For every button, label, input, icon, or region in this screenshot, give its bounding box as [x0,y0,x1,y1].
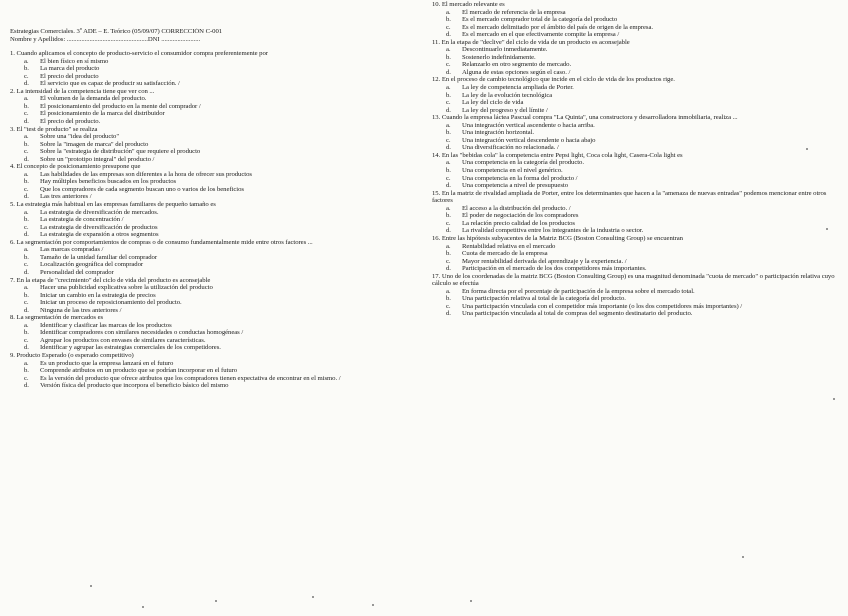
option-text: Sobre una "idea del producto" [40,133,120,141]
question [10,126,420,164]
answer-option [10,110,420,118]
option-text: Agrupar los productos con envases de similares características. [40,336,206,344]
answer-option [432,288,836,296]
option-letter: a. [446,8,451,16]
answer-option [10,307,420,315]
option-text: Iniciar un cambio en la estrategia de precios [40,291,156,299]
scan-speck [312,596,314,598]
option-text: Rentabilidad relativa en el mercado [462,242,556,250]
option-letter: d. [24,80,29,88]
scan-speck [833,398,835,400]
answer-option [432,54,836,62]
option-letter: a. [446,242,451,250]
answer-option [10,382,420,390]
option-text: Identificar y agrupar las estrategias comerciales de los competidores. [40,344,221,352]
option-letter: d. [24,268,29,276]
option-letter: d. [446,182,451,190]
option-text: Es el mercado en el que efectivamente compite la empresa / [462,31,620,39]
option-letter: b. [24,178,29,186]
question [10,239,420,277]
option-text: Sobre la "estrategia de distribución" que requiere el producto [40,148,201,156]
option-letter: d. [24,231,29,239]
answer-option [10,284,420,292]
answer-option [10,360,420,368]
option-letter: b. [24,140,29,148]
option-letter: a. [446,84,451,92]
option-text: Comprende atributos en un producto que se podrían incorporar en el futuro [40,367,238,375]
option-text: Las marcas compradas / [40,246,104,254]
option-letter: d. [446,68,451,76]
option-letter: d. [24,344,29,352]
option-text: Una integración vertical descendente o hacia abajo [462,136,596,144]
option-letter: c. [446,174,451,182]
question [10,163,420,201]
option-text: La estrategia de expansión a otros segmentos [40,231,159,239]
answer-option [10,292,420,300]
option-text: La ley del ciclo de vida [462,99,524,107]
option-letter: a. [24,284,29,292]
option-letter: c. [446,136,451,144]
question [432,273,836,318]
answer-option [10,73,420,81]
answer-option [432,205,836,213]
option-text: La estrategia de concentración / [40,216,124,224]
question-stem: 17. Uno de los coordenadas de la matriz BCG (Boston Consulting Group) es una magnitud denominada "cuota de mercado" o participación relativa cuyo cálculo se efectúa [432,272,835,288]
answer-option [432,69,836,77]
option-text: Una competencia en el nivel genérico. [462,167,563,175]
question-stem: 16. Entre las hipótesis subyacentes de la Matriz BCG (Boston Consulting Group) se encuentran [432,234,683,242]
option-letter: c. [24,336,29,344]
answer-option [10,209,420,217]
answer-option [10,322,420,330]
option-letter: b. [24,291,29,299]
option-letter: b. [446,129,451,137]
option-text: Las habilidades de las empresas son diferentes a la hora de ofrecer sus productos [40,170,252,178]
option-letter: d. [24,306,29,314]
answer-option [10,216,420,224]
question-stem: 3. El "test de producto" se realiza [10,125,98,133]
option-text: La ley de competencia ampliada de Porter. [462,84,574,92]
option-letter: d. [24,155,29,163]
answer-option [10,178,420,186]
option-letter: b. [24,329,29,337]
option-letter: c. [24,185,29,193]
option-letter: d. [446,227,451,235]
option-text: Sobre la "imagen de marca" del producto [40,140,149,148]
option-letter: b. [446,16,451,24]
option-text: La estrategia de diversificación de productos [40,223,158,231]
question [432,76,836,114]
option-text: Sostenerlo indefinidamente. [462,53,536,61]
option-text: La marca del producto [40,65,100,73]
option-text: El bien físico en sí mismo [40,57,109,65]
option-text: Una diversificación no relacionada. / [462,144,559,152]
question-stem: 6. La segmentación por comportamientos de compras o de consumo fundamentalmente mide entre otros factores ... [10,238,313,246]
answer-option [432,250,836,258]
option-text: El acceso a la distribución del producto. / [462,204,571,212]
option-letter: c. [24,374,29,382]
option-text: Una competencia en la forma del producto / [462,174,578,182]
answer-option [10,299,420,307]
question-stem: 10. El mercado relevante es [432,1,505,8]
option-text: El precio del producto. [40,118,101,126]
option-text: Relanzarlo en otro segmento de mercado. [462,61,572,69]
option-text: Participación en el mercado de los dos competidores más importantes. [462,265,647,273]
option-letter: a. [24,359,29,367]
answer-option [432,84,836,92]
option-text: Hacer una publicidad explicativa sobre la utilización del producto [40,284,213,292]
question-stem: 13. Cuando la empresa láctea Pascual compra "La Quinta", una constructora y desarrolladora inmobiliaria, realiza ... [432,114,738,122]
answer-option [432,122,836,130]
option-letter: a. [446,204,451,212]
option-letter: d. [446,144,451,152]
option-text: Que los compradores de cada segmento buscan uno o varios de los beneficios [40,185,244,193]
answer-option [432,243,836,251]
option-letter: a. [24,208,29,216]
answer-option [432,167,836,175]
answer-option [10,80,420,88]
option-letter: b. [24,65,29,73]
question-stem: 8. La segmentación de mercados es [10,314,104,322]
question [432,39,836,77]
question-stem: 14. En las "bebidas cola" la competencia entre Pepsi light, Coca cola light, Casera-Cola light es [432,151,683,159]
answer-option [432,129,836,137]
answer-option [432,31,836,39]
option-text: La rivalidad competitiva entre los integrantes de la industria o sector. [462,227,644,235]
question-stem: 9. Producto Esperado (o esperado competitivo) [10,351,134,359]
question-stem: 11. En la etapa de "declive" del ciclo de vida de un producto es aconsejable [432,38,630,46]
option-letter: a. [24,57,29,65]
answer-option [10,269,420,277]
option-letter: b. [446,167,451,175]
option-text: La ley de la evolución tecnológica [462,91,553,99]
option-letter: d. [24,193,29,201]
option-text: Hay múltiples beneficios buscados en los productos [40,178,177,186]
question-stem: 2. La intensidad de la competencia tiene que ver con ... [10,87,155,95]
answer-option [432,212,836,220]
option-text: Una integración vertical ascendente o hacia arriba. [462,121,595,129]
right-column [432,1,836,318]
option-letter: d. [446,31,451,39]
option-text: Ninguna de las tres anteriores / [40,306,122,314]
answer-option [432,295,836,303]
option-text: Sobre un "prototipo integral" del producto / [40,155,155,163]
answer-option [432,137,836,145]
option-text: El servicio que es capaz de producir su satisfacción. / [40,80,180,88]
answer-option [10,156,420,164]
option-letter: b. [446,53,451,61]
option-letter: d. [446,106,451,114]
option-letter: d. [446,265,451,273]
option-letter: b. [24,102,29,110]
option-letter: a. [446,159,451,167]
exam-title: Estrategias Comerciales. 3º ADE – E. Teórico (05/09/07) CORRECCIÓN C-001 [10,28,223,35]
question [10,50,420,88]
question [10,314,420,352]
option-letter: a. [24,170,29,178]
answer-option [432,99,836,107]
answer-option [432,175,836,183]
answer-option [432,220,836,228]
answer-option [10,337,420,345]
option-text: Mayor rentabilidad derivada del aprendizaje y la experiencia. / [462,257,627,265]
answer-option [10,58,420,66]
option-text: Una integración horizontal. [462,129,535,137]
answer-option [10,246,420,254]
option-text: Las tres anteriores / [40,193,92,201]
question [432,1,836,39]
option-text: Una participación relativa al total de la categoría del producto. [462,295,626,303]
option-letter: c. [446,23,451,31]
answer-option [10,171,420,179]
option-letter: c. [24,148,29,156]
option-text: Una participación vinculada con el competidor más importante (o los dos competidores más importantes) / [462,302,743,310]
option-text: Una participación vinculada al total de compras del segmento destinatario del producto. [462,310,693,318]
option-letter: d. [24,118,29,126]
option-letter: b. [446,212,451,220]
option-text: Es la versión del producto que ofrece atributos que los compradores tienen expectativa de encontrar en el mismo. / [40,374,341,382]
question [10,201,420,239]
answer-option [432,258,836,266]
option-letter: a. [24,95,29,103]
answer-option [10,367,420,375]
answer-option [432,265,836,273]
option-text: Alguna de estas opciones según el caso. / [462,68,571,76]
question-stem: 4. El concepto de posicionamiento presupone que [10,163,141,171]
scan-speck [742,556,744,558]
answer-option [10,65,420,73]
option-letter: c. [446,302,451,310]
option-letter: a. [24,246,29,254]
option-letter: a. [446,287,451,295]
option-letter: b. [446,250,451,258]
answer-option [10,141,420,149]
question [432,114,836,152]
option-text: Tamaño de la unidad familiar del comprador [40,253,158,261]
option-letter: c. [446,61,451,69]
option-letter: b. [24,253,29,261]
option-text: Es un producto que la empresa lanzará en el futuro [40,359,174,367]
question-stem: 1. Cuando aplicamos el concepto de producto-servicio el consumidor compra preferentemente por [10,50,268,58]
answer-option [10,224,420,232]
option-text: Identificar y clasificar las marcas de los productos [40,321,172,329]
option-text: La ley del progreso y del límite / [462,106,548,114]
option-letter: a. [24,133,29,141]
answer-option [10,375,420,383]
answer-option [10,344,420,352]
answer-option [10,329,420,337]
answer-option [432,159,836,167]
option-text: Es el mercado delimitado por el ámbito del país de origen de la empresa. [462,23,654,31]
answer-option [10,118,420,126]
scan-speck [372,604,374,606]
answer-option [10,254,420,262]
answer-option [432,107,836,115]
option-text: El precio del producto [40,72,99,80]
question [10,277,420,315]
scan-speck [142,606,144,608]
question-stem: 7. En la etapa de "crecimiento" del ciclo de vida del producto es aconsejable [10,276,211,284]
scan-speck [806,148,808,150]
option-letter: b. [446,91,451,99]
left-question-list [10,50,420,390]
question-stem: 12. En el proceso de cambio tecnológico que incide en el ciclo de vida de los productos rige. [432,76,675,84]
option-text: El mercado de referencia de la empresa [462,8,566,16]
option-letter: c. [24,261,29,269]
student-name-line: Nombre y Apellidos: ..................................................DNI ........................ [10,35,201,43]
right-question-list [432,1,836,318]
scan-speck [470,600,472,602]
answer-option [10,231,420,239]
option-text: Una competencia a nivel de presupuesto [462,182,568,190]
option-letter: d. [446,310,451,318]
exam-header [10,28,420,43]
option-letter: a. [446,121,451,129]
answer-option [10,193,420,201]
option-text: Cuota de mercado de la empresa [462,250,548,258]
option-letter: a. [446,46,451,54]
question-stem: 5. La estrategia más habitual en las empresas familiares de pequeño tamaño es [10,201,216,209]
option-text: En forma directa por el porcentaje de participación de la empresa sobre el mercado total. [462,287,695,295]
question-stem: 15. En la matriz de rivalidad ampliada de Porter, entre los determinantes que hacen a la "amenaza de nuevas entradas" podemos mencionar entre otros factores [432,189,827,205]
option-text: La estrategia de diversificación de mercados. [40,208,159,216]
answer-option [432,227,836,235]
option-letter: c. [446,257,451,265]
option-text: El volumen de la demanda del producto. [40,95,147,103]
answer-option [10,133,420,141]
option-text: El posicionamiento de la marca del distribuidor [40,110,165,118]
answer-option [432,144,836,152]
option-letter: d. [24,382,29,390]
option-text: Localización geográfica del comprador [40,261,144,269]
option-letter: b. [24,216,29,224]
option-text: Versión física del producto que incorpora el beneficio básico del mismo [40,382,229,390]
answer-option [10,261,420,269]
option-letter: c. [446,219,451,227]
option-text: Descontinuarlo inmediatamente. [462,46,548,54]
answer-option [432,46,836,54]
scan-speck [826,228,828,230]
question [10,88,420,126]
answer-option [432,9,836,17]
answer-option [432,310,836,318]
answer-option [432,24,836,32]
answer-option [432,61,836,69]
question [432,190,836,235]
option-text: Personalidad del comprador [40,268,114,276]
option-letter: c. [24,299,29,307]
option-text: El poder de negociación de los compradores [462,212,579,220]
answer-option [10,148,420,156]
answer-option [10,103,420,111]
option-text: Una competencia en la categoría del producto. [462,159,584,167]
option-letter: c. [24,223,29,231]
question [432,152,836,190]
option-text: La relación precio calidad de los productos [462,219,575,227]
option-letter: c. [24,72,29,80]
answer-option [432,303,836,311]
option-text: El posicionamiento del producto en la mente del comprador / [40,102,201,110]
option-letter: c. [24,110,29,118]
option-text: Iniciar un proceso de reposicionamiento del producto. [40,299,182,307]
answer-option [432,92,836,100]
answer-option [10,186,420,194]
question [432,235,836,273]
option-letter: c. [446,99,451,107]
answer-option [432,16,836,24]
option-letter: a. [24,321,29,329]
option-letter: b. [24,367,29,375]
answer-option [432,182,836,190]
option-text: Es el mercado comprador total de la categoría del producto [462,16,618,24]
scan-speck [215,600,217,602]
option-letter: b. [446,295,451,303]
scan-speck [90,585,92,587]
question [10,352,420,390]
left-column [10,28,420,390]
answer-option [10,95,420,103]
option-text: Identificar compradores con similares necesidades o conductas homogéneas / [40,329,244,337]
